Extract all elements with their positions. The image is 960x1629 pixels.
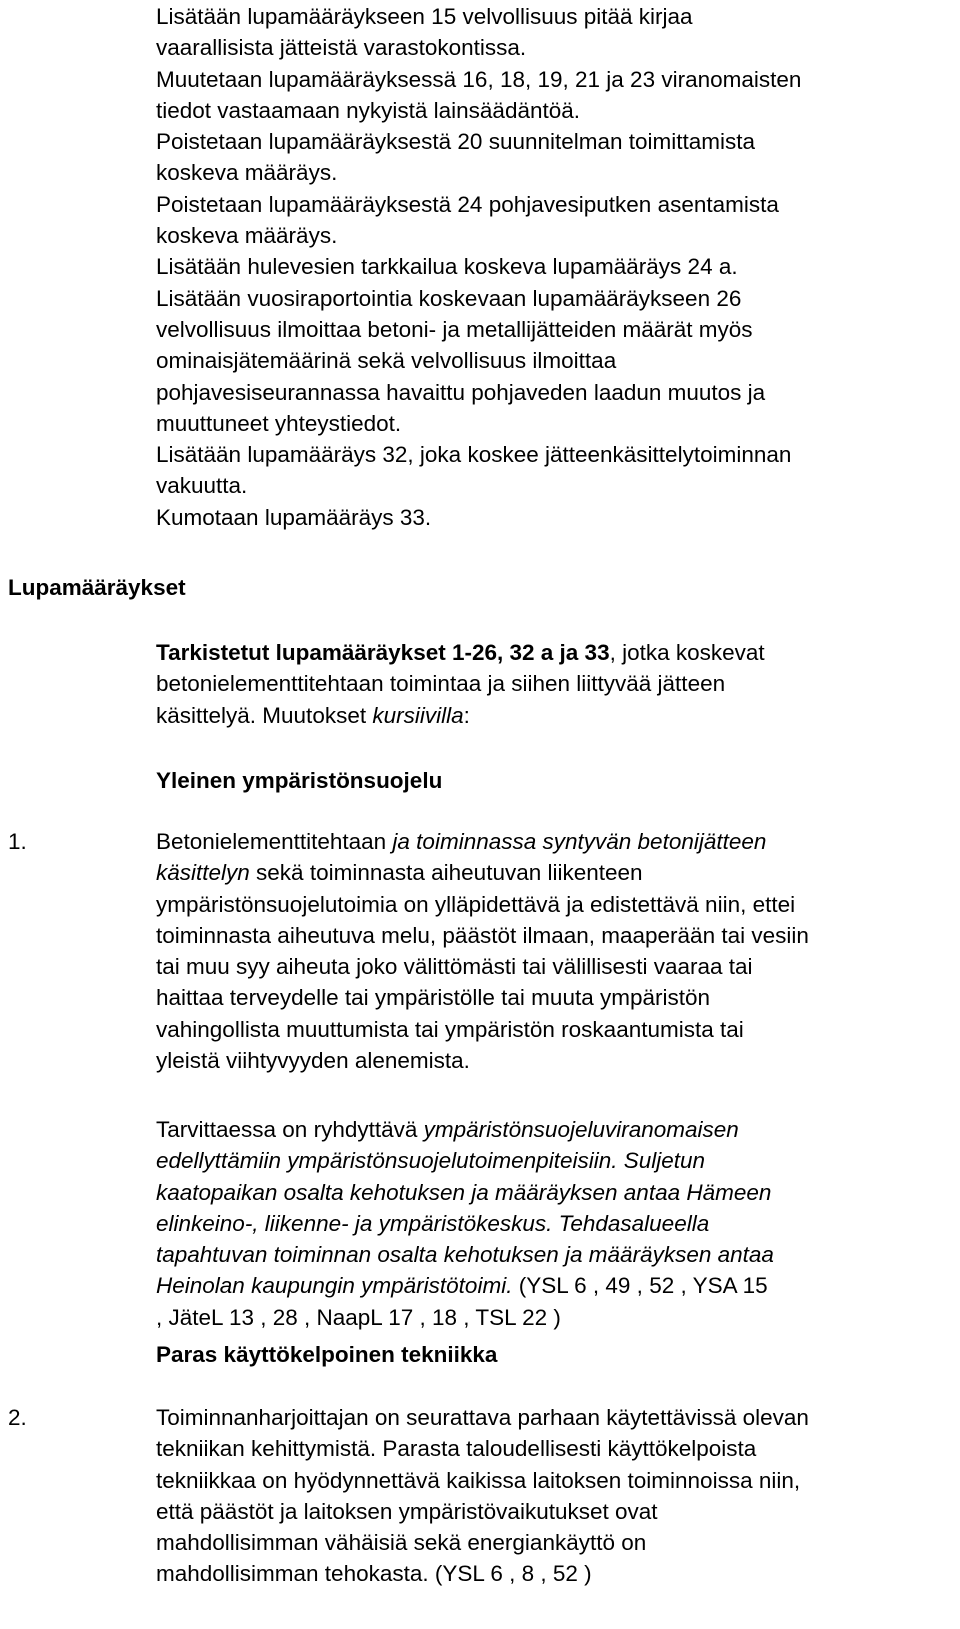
- intro-line: betonielementtitehtaan toimintaa ja siihen liittyvää jätteen: [156, 671, 726, 697]
- intro-line3-start: käsittelyä. Muutokset: [156, 702, 373, 728]
- item-1-line: tai muu syy aiheuta joko välittömästi tai välillisesti vaaraa tai: [156, 954, 753, 980]
- intro-italic: kursiivilla: [372, 702, 464, 728]
- item-1-line: haittaa terveydelle tai ympäristölle tai muuta ympäristön: [156, 985, 711, 1011]
- item-1-line: ympäristönsuojelutoimia on ylläpidettävä ja edistettävä niin, ettei: [156, 891, 796, 917]
- changes-line: koskeva määräys.: [156, 223, 338, 249]
- changes-line: vakuutta.: [156, 473, 248, 499]
- changes-line: tiedot vastaamaan nykyistä lainsäädäntöä.: [156, 97, 581, 123]
- side-heading: Lupamääräykset: [8, 575, 186, 600]
- intro-line3-end: :: [463, 702, 470, 728]
- changes-line: muuttuneet yhteystiedot.: [156, 410, 402, 436]
- changes-line: Lisätään lupamääräys 32, joka koskee jätteenkäsittelytoiminnan: [156, 442, 792, 468]
- item-2-line: mahdollisimman vähäisiä sekä energiankäyttö on: [156, 1530, 647, 1556]
- changes-line: Lisätään hulevesien tarkkailua koskeva lupamääräys 24 a.: [156, 254, 738, 280]
- para2-italic-line: kaatopaikan osalta kehotuksen ja määräyksen antaa Hämeen: [156, 1179, 772, 1205]
- para2-legal-ref: , JäteL 13 , 28 , NaapL 17 , 18 , TSL 22 ): [156, 1304, 561, 1330]
- item-2-line: tekniikan kehittymistä. Parasta taloudellisesti käyttökelpoista: [156, 1436, 757, 1462]
- changes-line: velvollisuus ilmoittaa betoni- ja metallijätteiden määrät myös: [156, 316, 753, 342]
- changes-line: pohjavesiseurannassa havaittu pohjaveden laadun muutos ja: [156, 379, 766, 405]
- intro-paragraph: [156, 637, 956, 731]
- item-1-italic: ja toiminnassa syntyvän betonijätteen: [392, 829, 767, 854]
- para2-italic-line: tapahtuvan toiminnan osalta kehotuksen ja määräyksen antaa: [156, 1242, 774, 1268]
- changes-line: ominaisjätemäärinä sekä velvollisuus ilmoittaa: [156, 348, 617, 374]
- para2-legal-ref: (YSL 6 , 49 , 52 , YSA 15: [512, 1273, 768, 1299]
- item-1-para-2: [156, 1114, 956, 1333]
- item-1-line: toiminnasta aiheutuva melu, päästöt ilmaan, maaperään tai vesiin: [156, 922, 809, 948]
- changes-line: Poistetaan lupamääräyksestä 24 pohjavesiputken asentamista: [156, 191, 779, 217]
- para2-text: Tarvittaessa on ryhdyttävä: [156, 1117, 424, 1142]
- item-1-text-b: sekä toiminnasta aiheutuvan liikenteen: [249, 860, 643, 886]
- para2-italic-line: edellyttämiin ympäristönsuojelutoimenpiteisiin. Suljetun: [156, 1148, 706, 1174]
- item-2-line: Toiminnanharjoittajan on seurattava parhaan käytettävissä olevan: [156, 1405, 809, 1430]
- item-2-text: [156, 1402, 956, 1590]
- changes-line: Kumotaan lupamääräys 33.: [156, 504, 432, 530]
- changes-line: koskeva määräys.: [156, 160, 338, 186]
- item-1-line: yleistä viihtyvyyden alenemista.: [156, 1048, 470, 1074]
- section-heading-bat: Paras käyttökelpoinen tekniikka: [156, 1342, 498, 1367]
- changes-line: Muutetaan lupamääräyksessä 16, 18, 19, 21 ja 23 viranomaisten: [156, 66, 802, 92]
- section-heading-general: Yleinen ympäristönsuojelu: [156, 768, 443, 793]
- para2-italic: ympäristönsuojeluviranomaisen: [423, 1117, 739, 1142]
- item-number-1: 1.: [8, 829, 27, 854]
- para2-italic-line: elinkeino-, liikenne- ja ympäristökeskus. Tehdasalueella: [156, 1210, 710, 1236]
- item-1-text: [156, 826, 956, 1076]
- changes-line: Lisätään vuosiraportointia koskevaan lupamääräykseen 26: [156, 285, 742, 311]
- changes-list: [156, 1, 956, 533]
- changes-line: Lisätään lupamääräykseen 15 velvollisuus pitää kirjaa: [156, 4, 693, 29]
- item-1-italic-2: käsittelyn: [156, 860, 250, 886]
- item-1-text-a: Betonielementtitehtaan: [156, 829, 393, 854]
- item-2-line: mahdollisimman tehokasta. (YSL 6 , 8 , 52 ): [156, 1561, 592, 1587]
- item-2-line: että päästöt ja laitoksen ympäristövaikutukset ovat: [156, 1498, 658, 1524]
- changes-line: Poistetaan lupamääräyksestä 20 suunnitelman toimittamista: [156, 129, 756, 155]
- intro-bold: Tarkistetut lupamääräykset 1-26, 32 a ja 33: [156, 640, 610, 665]
- para2-italic-end: Heinolan kaupungin ympäristötoimi.: [156, 1273, 513, 1299]
- intro-line1-rest: , jotka koskevat: [609, 640, 765, 665]
- changes-line: vaarallisista jätteistä varastokontissa.: [156, 35, 527, 61]
- item-1-line: vahingollista muuttumista tai ympäristön roskaantumista tai: [156, 1016, 744, 1042]
- item-2-line: tekniikkaa on hyödynnettävä kaikissa laitoksen toiminnoissa niin,: [156, 1467, 801, 1493]
- item-number-2: 2.: [8, 1405, 27, 1430]
